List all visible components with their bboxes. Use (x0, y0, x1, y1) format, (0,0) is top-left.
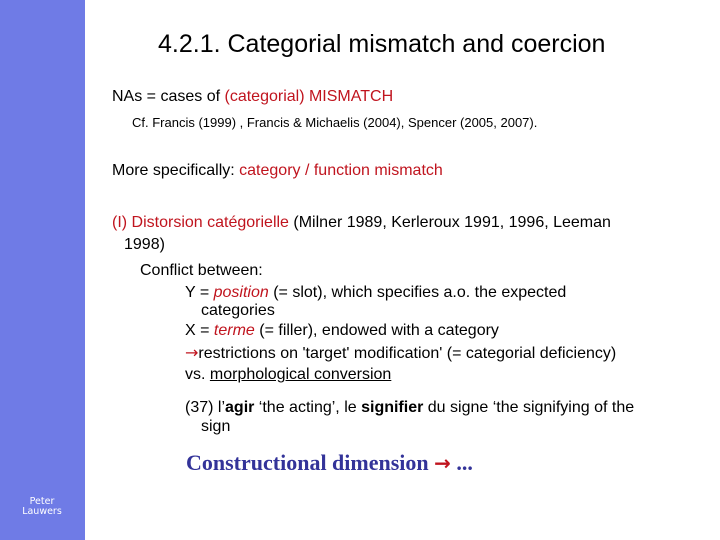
y-prefix: Y = (185, 284, 214, 301)
vs-prefix: vs. (185, 366, 210, 383)
y-rest: (= slot), which specifies a.o. the expected (268, 284, 567, 301)
more-prefix: More specifically: (112, 162, 240, 179)
arrow-right-icon: → (185, 343, 199, 362)
vs-term: morphological conversion (209, 366, 392, 383)
y-term: position (213, 284, 269, 301)
conflict-heading: Conflict between: (140, 262, 263, 279)
example-gloss-2: du signe ‘the signifying of the (423, 399, 635, 416)
author-label (10, 497, 74, 517)
x-prefix: X = (185, 322, 214, 339)
restrictions-line (185, 344, 616, 363)
author-first-name: Peter (29, 496, 55, 507)
distorsion-label: (I) Distorsion catégorielle (112, 214, 289, 231)
constructional-dimension (186, 450, 473, 476)
more-specifically-line (112, 162, 443, 180)
slide-title: 4.2.1. Categorial mismatch and coercion (158, 30, 606, 58)
example-number: (37) l’ (185, 399, 226, 416)
example-gloss-1: ‘the acting’, le (254, 399, 362, 416)
nas-prefix: NAs = cases of (112, 88, 225, 105)
distorsion-continuation: 1998) (124, 236, 165, 253)
more-highlight: category / function mismatch (239, 162, 443, 179)
example-continuation: sign (201, 418, 231, 435)
distorsion-refs: (Milner 1989, Kerleroux 1991, 1996, Leeman (288, 214, 611, 231)
example-37 (185, 399, 634, 417)
vs-line (185, 366, 391, 384)
example-signifier: signifier (361, 399, 424, 416)
example-agir: agir (225, 399, 255, 416)
arrow-right-icon: → (434, 451, 451, 475)
y-continuation: categories (201, 302, 275, 319)
distorsion-line (112, 214, 611, 232)
sidebar-band (0, 0, 85, 540)
y-line (185, 284, 566, 302)
x-line (185, 322, 499, 340)
constructional-ellipsis: ... (456, 450, 473, 475)
constructional-label: Constructional dimension (186, 450, 429, 475)
cf-references: Cf. Francis (1999) , Francis & Michaelis (2004), Spencer (2005, 2007). (132, 115, 538, 130)
x-term: terme (213, 322, 255, 339)
restrictions-text: restrictions on 'target' modification' (= categorial deficiency) (198, 345, 617, 362)
author-last-name: Lauwers (22, 506, 62, 517)
nas-line (112, 88, 393, 106)
nas-highlight: (categorial) MISMATCH (224, 88, 394, 105)
x-rest: (= filler), endowed with a category (254, 322, 499, 339)
